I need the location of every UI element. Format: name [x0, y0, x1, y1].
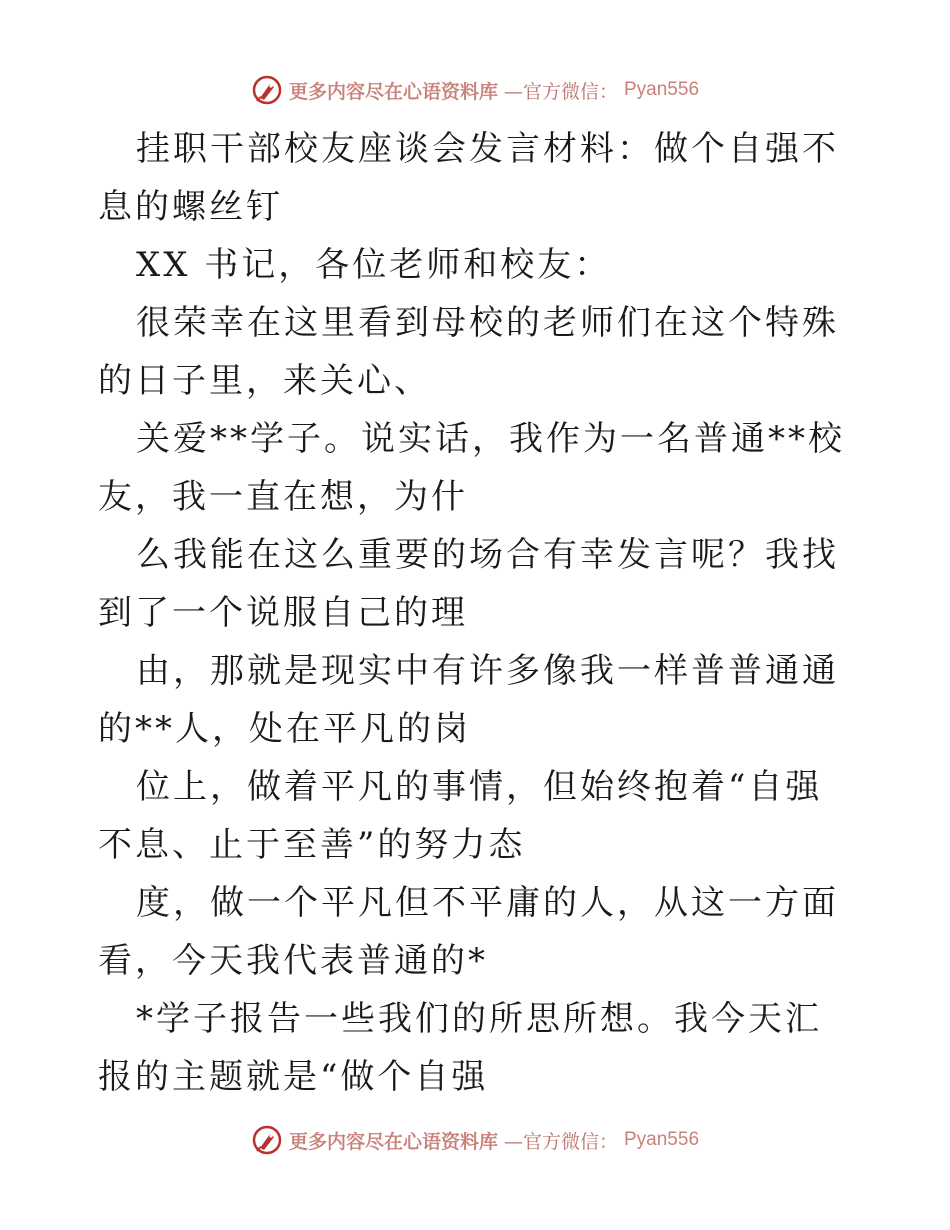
body-paragraph: 位上，做着平凡的事情，但始终抱着“自强不息、止于至善”的努力态	[98, 767, 823, 865]
body-paragraph: 么我能在这么重要的场合有幸发言呢？我找到了一个说服自己的理	[98, 535, 839, 633]
footer-brand-text: 更多内容尽在心语资料库	[288, 1130, 498, 1153]
footer-official-text: —官方微信：	[503, 1130, 618, 1153]
footer-watermark	[0, 1122, 950, 1158]
body-paragraph: 由，那就是现实中有许多像我一样普普通通的**人，处在平凡的岗	[98, 651, 839, 749]
pen-nib-logo-icon	[251, 74, 283, 106]
salutation: XX 书记，各位老师和校友：	[136, 245, 612, 285]
header-wechat-id: Pyan556	[624, 79, 700, 100]
body-paragraph: *学子报告一些我们的所思所想。我今天汇报的主题就是“做个自强	[98, 999, 822, 1097]
body-paragraph: 度，做一个平凡但不平庸的人，从这一方面看，今天我代表普通的*	[98, 883, 839, 981]
header-brand-text: 更多内容尽在心语资料库	[288, 80, 498, 103]
document-title: 挂职干部校友座谈会发言材料：做个自强不息的螺丝钉	[98, 129, 839, 227]
header-official-text: —官方微信：	[503, 80, 618, 103]
footer-wechat-id: Pyan556	[624, 1129, 700, 1150]
document-body	[98, 120, 858, 1106]
body-paragraph: 很荣幸在这里看到母校的老师们在这个特殊的日子里，来关心、	[98, 303, 839, 401]
body-paragraph: 关爱**学子。说实话，我作为一名普通**校友，我一直在想，为什	[98, 419, 845, 517]
header-watermark	[0, 72, 950, 108]
pen-nib-logo-icon	[251, 1124, 283, 1156]
